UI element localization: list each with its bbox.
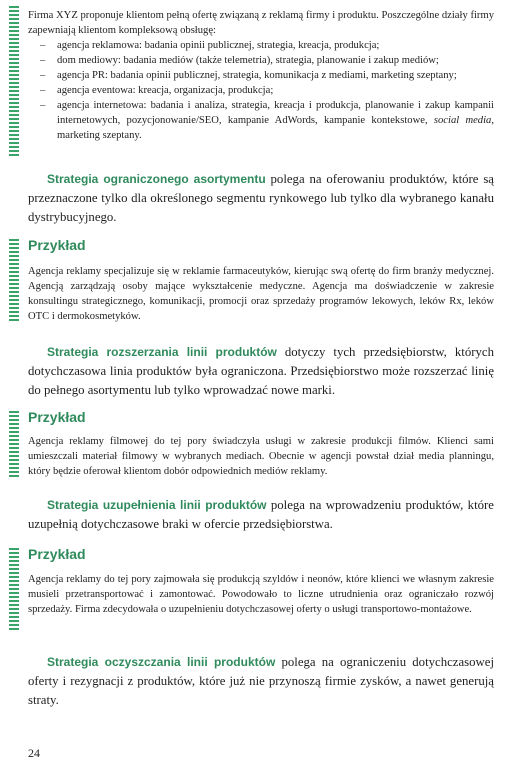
service-item (28, 98, 494, 143)
example-text: Agencja reklamy specjalizuje się w reklamie farmaceutyków, kierując swą ofertę do firm branży medycznej. Agencją zarządzają osoby mające wykształcenie medyczne. Agencja ma doświadczenie w zakresie konsultingu strategicznego, komunikacji, promocji oraz sprzedaży programów lekowych, leków Rx, leków OTC i dermokosmetyków. (28, 266, 494, 322)
example-marker-bar (9, 548, 19, 632)
intro-paragraph: Firma XYZ proponuje klientom pełną ofertę związaną z reklamą firmy i produktu. Poszczególne działy firmy zapewniają klientom kompleksową obsługę: (28, 10, 494, 36)
service-item-italic: social media (433, 115, 492, 126)
page-number: 24 (28, 746, 40, 760)
example-box (28, 264, 494, 324)
service-item: – dom mediowy: badania mediów (także telemetria), strategia, planowanie i zakup mediów; (28, 53, 494, 68)
strategy-term: Strategia uzupełnienia linii produktów (47, 498, 267, 512)
example-text: Agencja reklamy filmowej do tej pory świadczyła usługi w zakresie produkcji filmów. Klienci sami umieszczali materiał filmowy w wybranych mediach. Obecnie w agencji powstał dział media planningu, który będzie oferował klientom dobór odpowiednich mediów reklamy. (28, 436, 494, 477)
service-item-tail: , marketing szeptany. (57, 115, 494, 141)
example-box (28, 572, 494, 617)
strategy-text: polega na wprowadzeniu produktów, które uzupełnią dotychczasowe braki w ofercie przedsiębiorstwa. (28, 498, 494, 531)
example-heading: Przykład (28, 237, 86, 253)
strategy-paragraph-extension (28, 343, 494, 400)
example-heading: Przykład (28, 409, 86, 425)
strategy-paragraph-limited (28, 170, 494, 227)
service-item-main: agencja internetowa: badania i analiza, strategia, kreacja i produkcja, planowanie i zakup kampanii internetowych, pozycjonowanie/SEO, kampanie AdWords, kampanie kontekstowe, (57, 100, 494, 126)
intro-marker-bar (9, 6, 19, 158)
example-marker-bar (9, 239, 19, 323)
strategy-text: dotyczy tych przedsiębiorstw, których dotychczasowa linia produktów była ograniczona. Przedsiębiorstwo może rozszerzać linię do pełnego asortymentu lub tylko wprowadzać nowe marki. (28, 345, 494, 397)
example-marker-bar (9, 411, 19, 479)
intro-box (28, 8, 494, 143)
example-text: Agencja reklamy do tej pory zajmowała się produkcją szyldów i neonów, które klienci we własnym zakresie musieli przetransportować i zamontować. Powodowało to liczne utrudnienia oraz ograniczało rozwój sprzedaży. Firma zdecydowała o uzupełnieniu dotychczasowej oferty o usługi transportowo-montażowe. (28, 574, 494, 615)
strategy-term: Strategia rozszerzania linii produktów (47, 345, 277, 359)
services-list (28, 38, 494, 143)
service-item: – agencja PR: badania opinii publicznej, strategia, komunikacja z mediami, marketing szeptany; (28, 68, 494, 83)
example-box (28, 434, 494, 479)
example-heading: Przykład (28, 546, 86, 562)
strategy-paragraph-pruning (28, 653, 494, 710)
strategy-text: polega na oferowaniu produktów, które są przeznaczone tylko dla określonego segmentu rynkowego lub tylko dla wybranego kanału dystrybucyjnego. (28, 172, 494, 224)
service-item: – agencja eventowa: kreacja, organizacja, produkcja; (28, 83, 494, 98)
strategy-text: polega na ograniczeniu dotychczasowej oferty i rezygnacji z produktów, które już nie przynoszą firmie zysków, a nawet generują straty. (28, 655, 494, 707)
service-item: – agencja reklamowa: badania opinii publicznej, strategia, kreacja, produkcja; (28, 38, 494, 53)
strategy-term: Strategia ograniczonego asortymentu (47, 172, 266, 186)
strategy-paragraph-complement (28, 496, 494, 534)
strategy-term: Strategia oczyszczania linii produktów (47, 655, 276, 669)
